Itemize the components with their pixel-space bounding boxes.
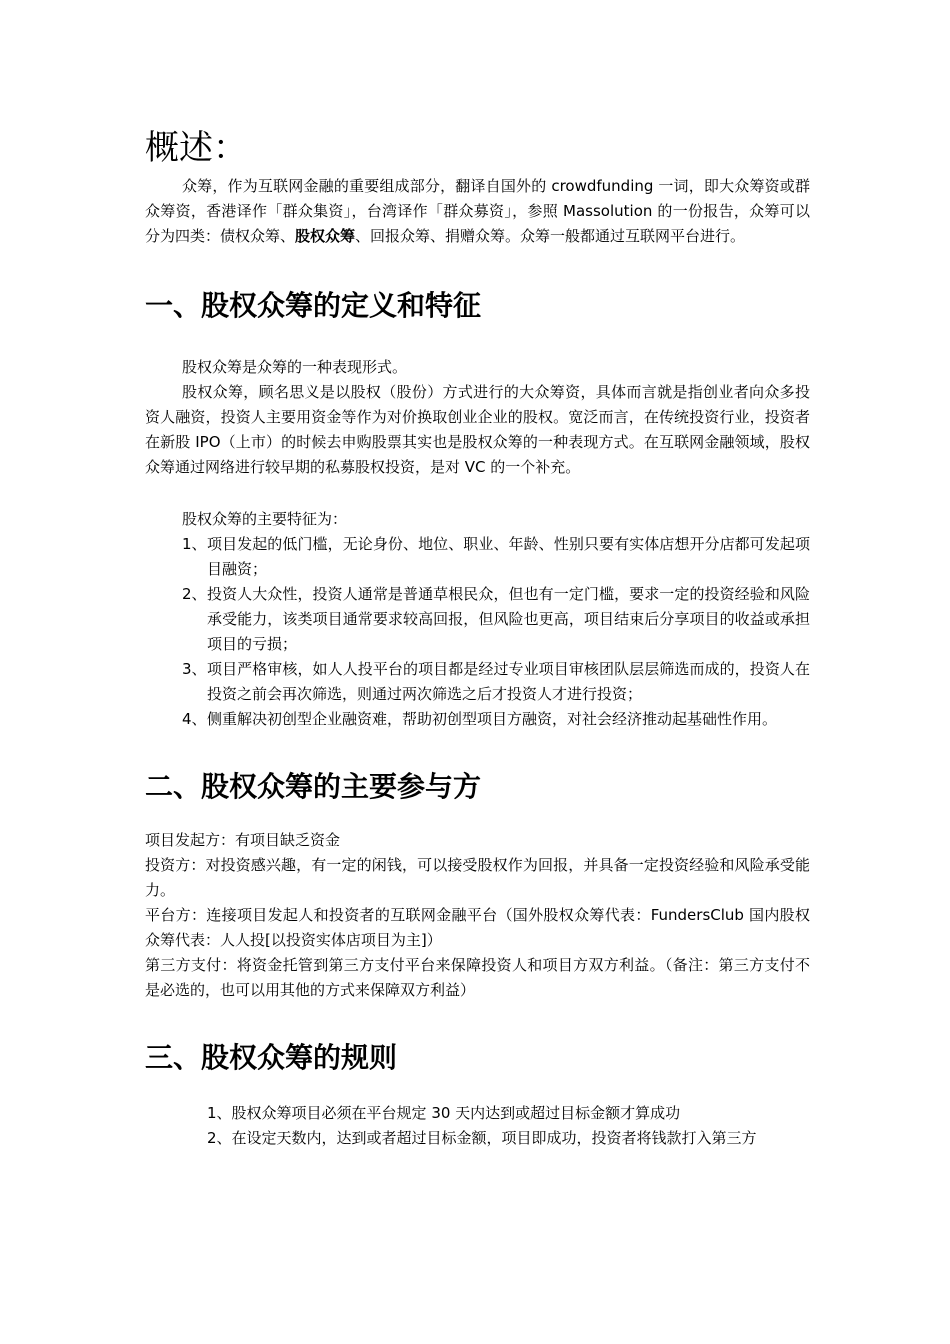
- list-item: 平台方：连接项目发起人和投资者的互联网金融平台（国外股权众筹代表：FundersClub 国内股权众筹代表：人人投[以投资实体店项目为主]）: [145, 906, 810, 949]
- list-item: 第三方支付：将资金托管到第三方支付平台来保障投资人和项目方双方利益。（备注：第三方支付不是必选的，也可以用其他的方式来保障双方利益）: [145, 956, 810, 999]
- section1-title: 一、股权众筹的定义和特征: [145, 289, 482, 322]
- features-list: [145, 532, 810, 732]
- list-item: 1、 项目发起的低门槛，无论身份、地位、职业、年龄、性别只要有实体店想开分店都可发起项目融资；: [182, 535, 810, 578]
- list-item: 2、 投资人大众性，投资人通常是普通草根民众，但也有一定门槛，要求一定的投资经验和风险承受能力，该类项目通常要求较高回报，但风险也更高，项目结束后分享项目的收益或承担项目的亏损；: [182, 585, 810, 653]
- section1-definition: 股权众筹，顾名思义是以股权（股份）方式进行的大众筹资，具体而言就是指创业者向众多投资人融资，投资人主要用资金等作为对价换取创业企业的股权。宽泛而言，在传统投资行业，投资者在新股 IPO（上市）的时候去申购股票其实也是股权众筹的一种表现方式。在互联网金融领域，股权众筹通过网络进行较早期的私募股权投资，是对 VC 的一个补充。: [145, 383, 810, 476]
- list-item: 1、股权众筹项目必须在平台规定 30 天内达到或超过目标金额才算成功: [207, 1104, 681, 1122]
- list-item: 2、在设定天数内，达到或者超过目标金额，项目即成功，投资者将钱款打入第三方: [207, 1129, 757, 1147]
- section1-intro: 股权众筹是众筹的一种表现形式。: [182, 358, 408, 376]
- rules-list: [145, 1101, 810, 1151]
- list-item: 4、 侧重解决初创型企业融资难，帮助初创型项目方融资，对社会经济推动起基础性作用。: [182, 710, 778, 728]
- bold-term: 股权众筹: [295, 227, 356, 245]
- list-item: 投资方：对投资感兴趣，有一定的闲钱，可以接受股权作为回报，并具备一定投资经验和风险承受能力。: [145, 856, 810, 899]
- features-label: 股权众筹的主要特征为：: [182, 510, 348, 528]
- list-item: 项目发起方：有项目缺乏资金: [145, 831, 341, 849]
- section2-title: 二、股权众筹的主要参与方: [145, 770, 482, 803]
- document-page: [145, 128, 810, 1151]
- parties-list: [145, 828, 810, 1003]
- section3-title: 三、股权众筹的规则: [145, 1041, 398, 1074]
- overview-paragraph: 众筹，作为互联网金融的重要组成部分，翻译自国外的 crowdfunding 一词，即大众筹资或群众筹资，香港译作「群众集资」，台湾译作「群众募资」，参照 Massolution 的一份报告，众筹可以分为四类：债权众筹、股权众筹、回报众筹、捐赠众筹。众筹一般都通过互联网平台进行。: [145, 177, 810, 245]
- list-item: 3、 项目严格审核，如人人投平台的项目都是经过专业项目审核团队层层筛选而成的，投资人在投资之前会再次筛选，则通过两次筛选之后才投资人才进行投资；: [182, 660, 810, 703]
- overview-title: 概述：: [145, 128, 247, 168]
